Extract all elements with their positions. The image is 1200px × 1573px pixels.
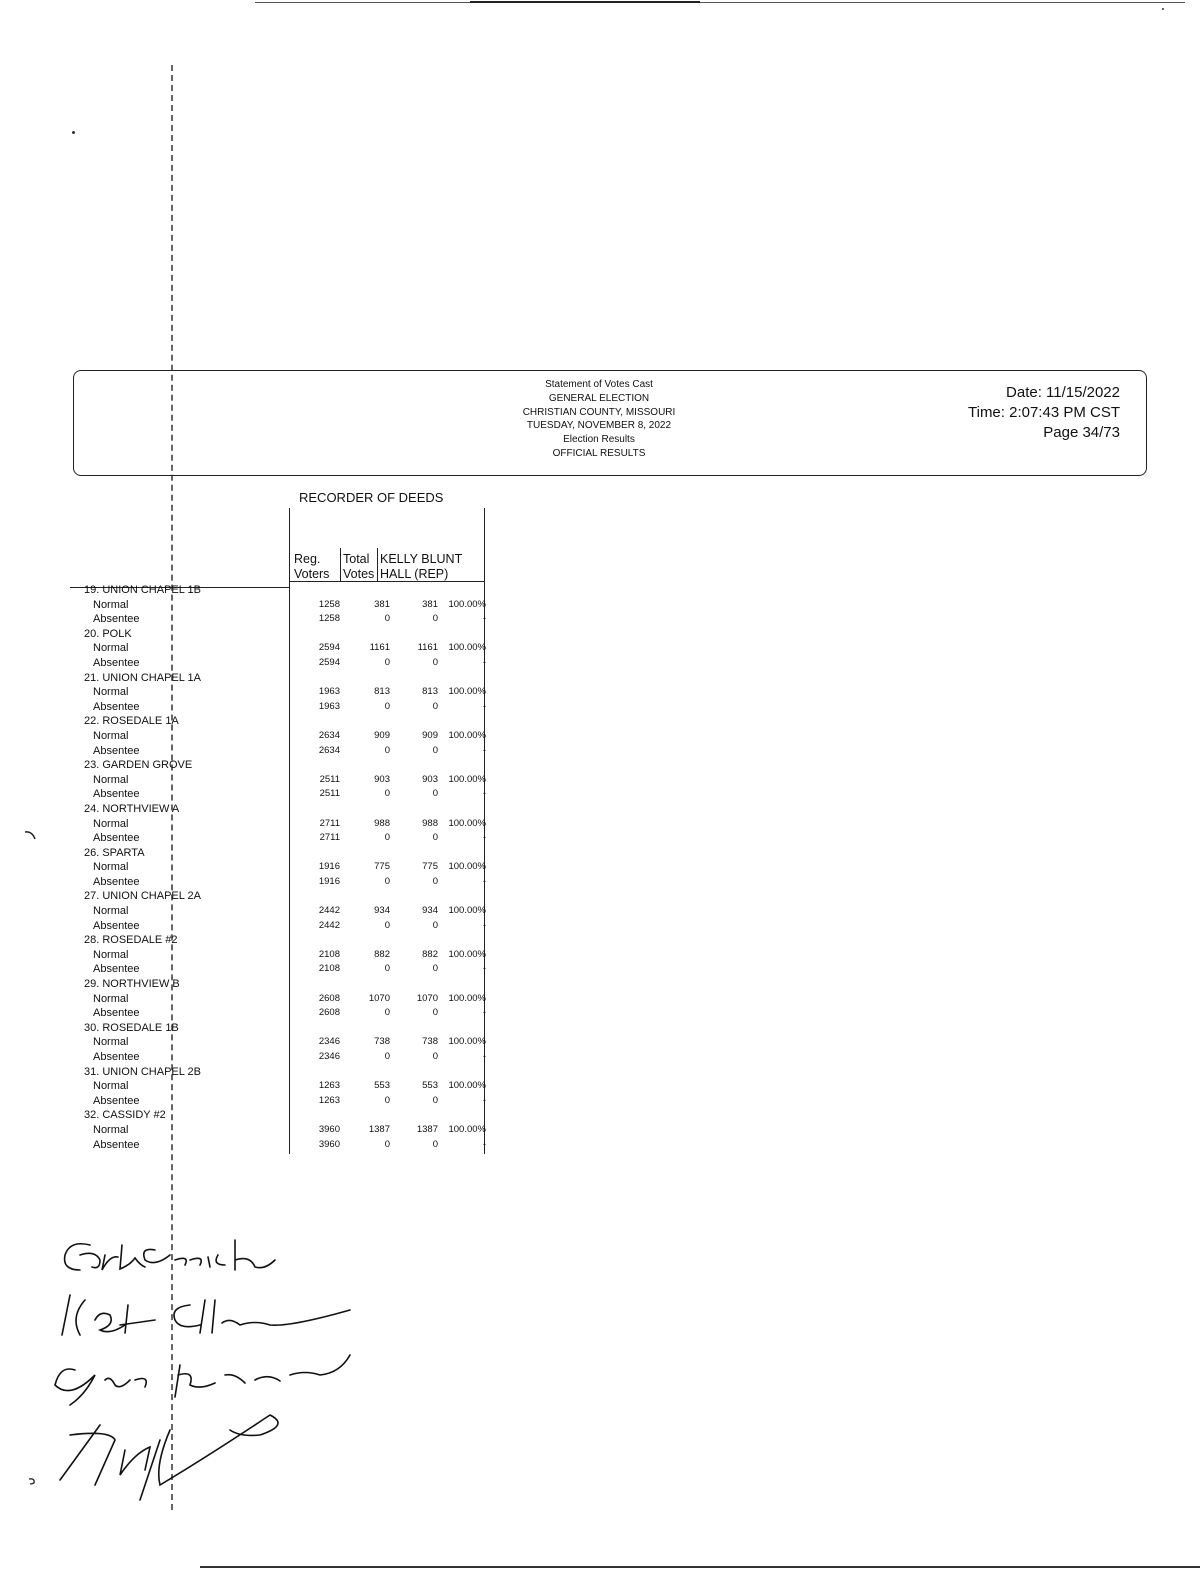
- row-label: Normal: [93, 905, 129, 918]
- reg-voters-cell: 1258: [318, 598, 340, 610]
- row-label: Normal: [93, 729, 129, 742]
- column-divider: [340, 548, 341, 581]
- signature-2: [62, 1295, 350, 1335]
- row-label: Normal: [93, 598, 129, 611]
- report-date: Date: 11/15/2022: [1006, 384, 1120, 401]
- reg-voters-cell: 2108: [318, 948, 340, 960]
- reg-voters-cell: 1263: [318, 1080, 340, 1092]
- reg-voters-cell: 2346: [318, 1036, 340, 1048]
- row-label: Absentee: [93, 919, 140, 932]
- precinct-name: 21. UNION CHAPEL 1A: [84, 671, 201, 684]
- table-row: [70, 919, 490, 934]
- candidate-percent-cell: 100.00%: [448, 642, 486, 654]
- scan-bottom-border: [200, 1566, 1200, 1568]
- total-votes-cell: 0: [384, 656, 390, 668]
- candidate-votes-cell: 0: [432, 656, 438, 668]
- reg-voters-cell: 3960: [318, 1138, 340, 1150]
- table-row: [70, 1138, 490, 1153]
- precinct-name: 27. UNION CHAPEL 2A: [84, 890, 201, 903]
- table-row: [70, 904, 490, 919]
- scan-mark: [28, 1476, 40, 1486]
- row-label: Absentee: [93, 1094, 140, 1107]
- report-title-line: GENERAL ELECTION: [548, 392, 650, 404]
- precinct-name: 20. POLK: [84, 627, 132, 640]
- signatures: [40, 1225, 370, 1525]
- total-votes-cell: 381: [374, 598, 390, 610]
- total-votes-cell: 813: [374, 686, 390, 698]
- total-votes-cell: 909: [374, 729, 390, 741]
- candidate-percent-cell: 100.00%: [448, 1080, 486, 1092]
- candidate-percent-cell: -: [482, 613, 486, 625]
- contest-title: RECORDER OF DEEDS: [299, 490, 444, 505]
- candidate-votes-cell: 0: [432, 875, 438, 887]
- table-row: [70, 962, 490, 977]
- candidate-votes-cell: 813: [422, 686, 438, 698]
- total-votes-cell: 0: [384, 1138, 390, 1150]
- precinct-name: 22. ROSEDALE 1A: [84, 715, 179, 728]
- total-votes-cell: 0: [384, 613, 390, 625]
- candidate-votes-cell: 1070: [416, 992, 438, 1004]
- scan-mark: [24, 830, 38, 842]
- candidate-votes-cell: 775: [422, 861, 438, 873]
- reg-voters-cell: 3960: [318, 1123, 340, 1135]
- precinct-name: 24. NORTHVIEW A: [84, 802, 180, 815]
- table-row: [70, 1035, 490, 1050]
- table-row: [70, 744, 490, 759]
- candidate-percent-cell: 100.00%: [448, 861, 486, 873]
- candidate-percent-cell: -: [482, 656, 486, 668]
- candidate-votes-cell: 0: [432, 1138, 438, 1150]
- column-header-line: Votes: [343, 567, 375, 581]
- candidate-percent-cell: -: [482, 1007, 486, 1019]
- table-row: [70, 598, 490, 613]
- row-label: Absentee: [93, 832, 140, 845]
- precinct-name: 29. NORTHVIEW B: [84, 978, 180, 991]
- row-label: Normal: [93, 1080, 129, 1093]
- candidate-votes-cell: 934: [422, 905, 438, 917]
- reg-voters-cell: 2511: [319, 773, 340, 785]
- candidate-percent-cell: -: [482, 919, 486, 931]
- report-title-line: TUESDAY, NOVEMBER 8, 2022: [526, 420, 672, 432]
- reg-voters-cell: 2442: [318, 919, 340, 931]
- column-header-line: Total: [343, 552, 370, 566]
- total-votes-cell: 934: [374, 905, 390, 917]
- candidate-votes-cell: 0: [432, 1094, 438, 1106]
- reg-voters-cell: 2594: [318, 656, 340, 668]
- page-number: Page 34/73: [1043, 424, 1120, 441]
- candidate-votes-cell: 381: [422, 598, 438, 610]
- reg-voters-cell: 2608: [318, 1007, 340, 1019]
- table-row: [70, 1094, 490, 1109]
- candidate-votes-cell: 0: [432, 919, 438, 931]
- row-label: Absentee: [93, 875, 140, 888]
- total-votes-cell: 0: [384, 919, 390, 931]
- row-label: Normal: [93, 1036, 129, 1049]
- row-label: Absentee: [93, 1007, 140, 1020]
- column-header-candidate: [380, 552, 462, 582]
- table-row: [70, 992, 490, 1007]
- column-header-line: HALL (REP): [380, 567, 449, 581]
- report-title-line: OFFICIAL RESULTS: [552, 447, 646, 459]
- reg-voters-cell: 2346: [318, 1051, 340, 1062]
- candidate-votes-cell: 0: [432, 744, 438, 756]
- row-label: Normal: [93, 992, 129, 1005]
- candidate-percent-cell: -: [482, 875, 486, 887]
- column-header-reg-voters: [294, 552, 329, 582]
- precinct-name: 28. ROSEDALE #2: [84, 934, 178, 947]
- row-label: Normal: [93, 948, 129, 961]
- candidate-votes-cell: 882: [422, 948, 438, 960]
- table-row: [70, 1123, 490, 1138]
- reg-voters-cell: 2608: [318, 992, 340, 1004]
- total-votes-cell: 0: [384, 1051, 390, 1062]
- report-title-block: [494, 378, 704, 461]
- column-header-line: Reg.: [294, 552, 321, 566]
- row-label: Absentee: [93, 613, 140, 626]
- candidate-percent-cell: 100.00%: [448, 817, 486, 829]
- table-row: [70, 860, 490, 875]
- table-row: [70, 773, 490, 788]
- column-divider: [377, 548, 378, 581]
- total-votes-cell: 0: [384, 875, 390, 887]
- total-votes-cell: 882: [374, 948, 390, 960]
- header-underline: [289, 581, 485, 582]
- total-votes-cell: 775: [374, 861, 390, 873]
- precinct-name: 31. UNION CHAPEL 2B: [84, 1065, 201, 1078]
- row-label: Normal: [93, 817, 129, 830]
- candidate-votes-cell: 0: [432, 1007, 438, 1019]
- scan-speck: [1162, 8, 1164, 10]
- total-votes-cell: 1161: [369, 642, 390, 654]
- precinct-name: 26. SPARTA: [84, 846, 145, 859]
- reg-voters-cell: 1258: [318, 613, 340, 625]
- candidate-percent-cell: 100.00%: [448, 773, 486, 785]
- row-label: Normal: [93, 642, 129, 655]
- total-votes-cell: 0: [384, 788, 390, 800]
- precinct-name: 19. UNION CHAPEL 1B: [84, 584, 201, 596]
- results-table: [70, 508, 490, 1156]
- total-votes-cell: 0: [384, 744, 390, 756]
- candidate-votes-cell: 0: [432, 832, 438, 844]
- candidate-percent-cell: -: [482, 1094, 486, 1106]
- row-label: Normal: [93, 773, 129, 786]
- candidate-percent-cell: -: [482, 744, 486, 756]
- row-label: Normal: [93, 1123, 129, 1136]
- candidate-votes-cell: 0: [432, 788, 438, 800]
- scan-speck: [72, 131, 75, 134]
- row-label: Absentee: [93, 788, 140, 801]
- signature-4: [60, 1415, 278, 1500]
- scan-top-border: [255, 2, 1185, 3]
- candidate-percent-cell: 100.00%: [448, 729, 486, 741]
- table-row: [70, 1006, 490, 1021]
- total-votes-cell: 0: [384, 963, 390, 975]
- total-votes-cell: 738: [374, 1036, 390, 1048]
- candidate-percent-cell: 100.00%: [448, 686, 486, 698]
- precinct-rows: [70, 583, 490, 1152]
- table-row: [70, 817, 490, 832]
- reg-voters-cell: 2442: [318, 905, 340, 917]
- candidate-votes-cell: 0: [432, 700, 438, 712]
- row-label: Normal: [93, 861, 129, 874]
- candidate-votes-cell: 903: [422, 773, 438, 785]
- table-row: [70, 729, 490, 744]
- total-votes-cell: 553: [374, 1080, 390, 1092]
- candidate-percent-cell: 100.00%: [448, 992, 486, 1004]
- precinct-name: 32. CASSIDY #2: [84, 1109, 166, 1122]
- candidate-votes-cell: 738: [422, 1036, 438, 1048]
- column-header-total-votes: [343, 552, 374, 582]
- row-label: Absentee: [93, 1138, 140, 1151]
- report-header: [73, 370, 1147, 476]
- row-label: Absentee: [93, 744, 140, 757]
- table-row: [70, 948, 490, 963]
- report-title-line: Statement of Votes Cast: [545, 379, 653, 390]
- reg-voters-cell: 1916: [318, 875, 340, 887]
- candidate-percent-cell: -: [482, 963, 486, 975]
- row-label: Absentee: [93, 1051, 140, 1063]
- candidate-votes-cell: 0: [432, 613, 438, 625]
- total-votes-cell: 1387: [368, 1123, 390, 1135]
- reg-voters-cell: 1963: [318, 686, 340, 698]
- report-title-line: CHRISTIAN COUNTY, MISSOURI: [522, 406, 676, 418]
- table-row: [70, 1079, 490, 1094]
- candidate-percent-cell: -: [482, 832, 486, 844]
- report-meta: [968, 383, 1120, 443]
- candidate-percent-cell: -: [482, 1051, 486, 1062]
- report-title-line: Election Results: [563, 434, 635, 446]
- total-votes-cell: 1070: [368, 992, 390, 1004]
- table-row: [70, 875, 490, 890]
- row-label: Absentee: [93, 656, 140, 669]
- table-row: [70, 641, 490, 656]
- reg-voters-cell: 1916: [318, 861, 340, 873]
- table-row: [70, 612, 490, 627]
- candidate-votes-cell: 0: [432, 963, 438, 975]
- candidate-votes-cell: 553: [422, 1080, 438, 1092]
- total-votes-cell: 0: [384, 1094, 390, 1106]
- reg-voters-cell: 1263: [318, 1094, 340, 1106]
- reg-voters-cell: 2511: [319, 788, 340, 800]
- table-row: [70, 787, 490, 802]
- reg-voters-cell: 1963: [318, 700, 340, 712]
- row-label: Absentee: [93, 963, 140, 976]
- reg-voters-cell: 2634: [318, 729, 340, 741]
- candidate-percent-cell: -: [482, 700, 486, 712]
- report-time: Time: 2:07:43 PM CST: [968, 404, 1120, 421]
- scan-top-border-dark: [470, 1, 700, 3]
- table-row: [70, 831, 490, 846]
- candidate-votes-cell: 988: [422, 817, 438, 829]
- total-votes-cell: 0: [384, 700, 390, 712]
- candidate-votes-cell: 1387: [416, 1123, 438, 1135]
- reg-voters-cell: 2634: [318, 744, 340, 756]
- signature-3: [55, 1355, 350, 1405]
- reg-voters-cell: 2711: [319, 832, 340, 844]
- precinct-name: 23. GARDEN GROVE: [84, 759, 193, 772]
- table-row: [70, 1050, 490, 1065]
- table-row: [70, 656, 490, 671]
- candidate-votes-cell: 0: [432, 1051, 438, 1062]
- candidate-votes-cell: 909: [422, 729, 438, 741]
- signature-1: [65, 1240, 275, 1270]
- reg-voters-cell: 2594: [318, 642, 340, 654]
- candidate-votes-cell: 1161: [417, 642, 438, 654]
- candidate-percent-cell: 100.00%: [448, 598, 486, 610]
- total-votes-cell: 988: [374, 817, 390, 829]
- candidate-percent-cell: 100.00%: [448, 905, 486, 917]
- total-votes-cell: 903: [374, 773, 390, 785]
- column-header-line: Voters: [294, 567, 330, 581]
- row-label: Normal: [93, 686, 129, 699]
- precinct-name: 30. ROSEDALE 1B: [84, 1021, 179, 1034]
- reg-voters-cell: 2711: [319, 817, 340, 829]
- total-votes-cell: 0: [384, 832, 390, 844]
- candidate-percent-cell: 100.00%: [448, 1123, 486, 1135]
- total-votes-cell: 0: [384, 1007, 390, 1019]
- candidate-percent-cell: -: [482, 1138, 486, 1150]
- reg-voters-cell: 2108: [318, 963, 340, 975]
- candidate-percent-cell: -: [482, 788, 486, 800]
- table-row: [70, 700, 490, 715]
- candidate-percent-cell: 100.00%: [448, 948, 486, 960]
- column-header-line: KELLY BLUNT: [380, 552, 463, 566]
- row-label: Absentee: [93, 700, 140, 713]
- candidate-percent-cell: 100.00%: [448, 1036, 486, 1048]
- table-row: [70, 685, 490, 700]
